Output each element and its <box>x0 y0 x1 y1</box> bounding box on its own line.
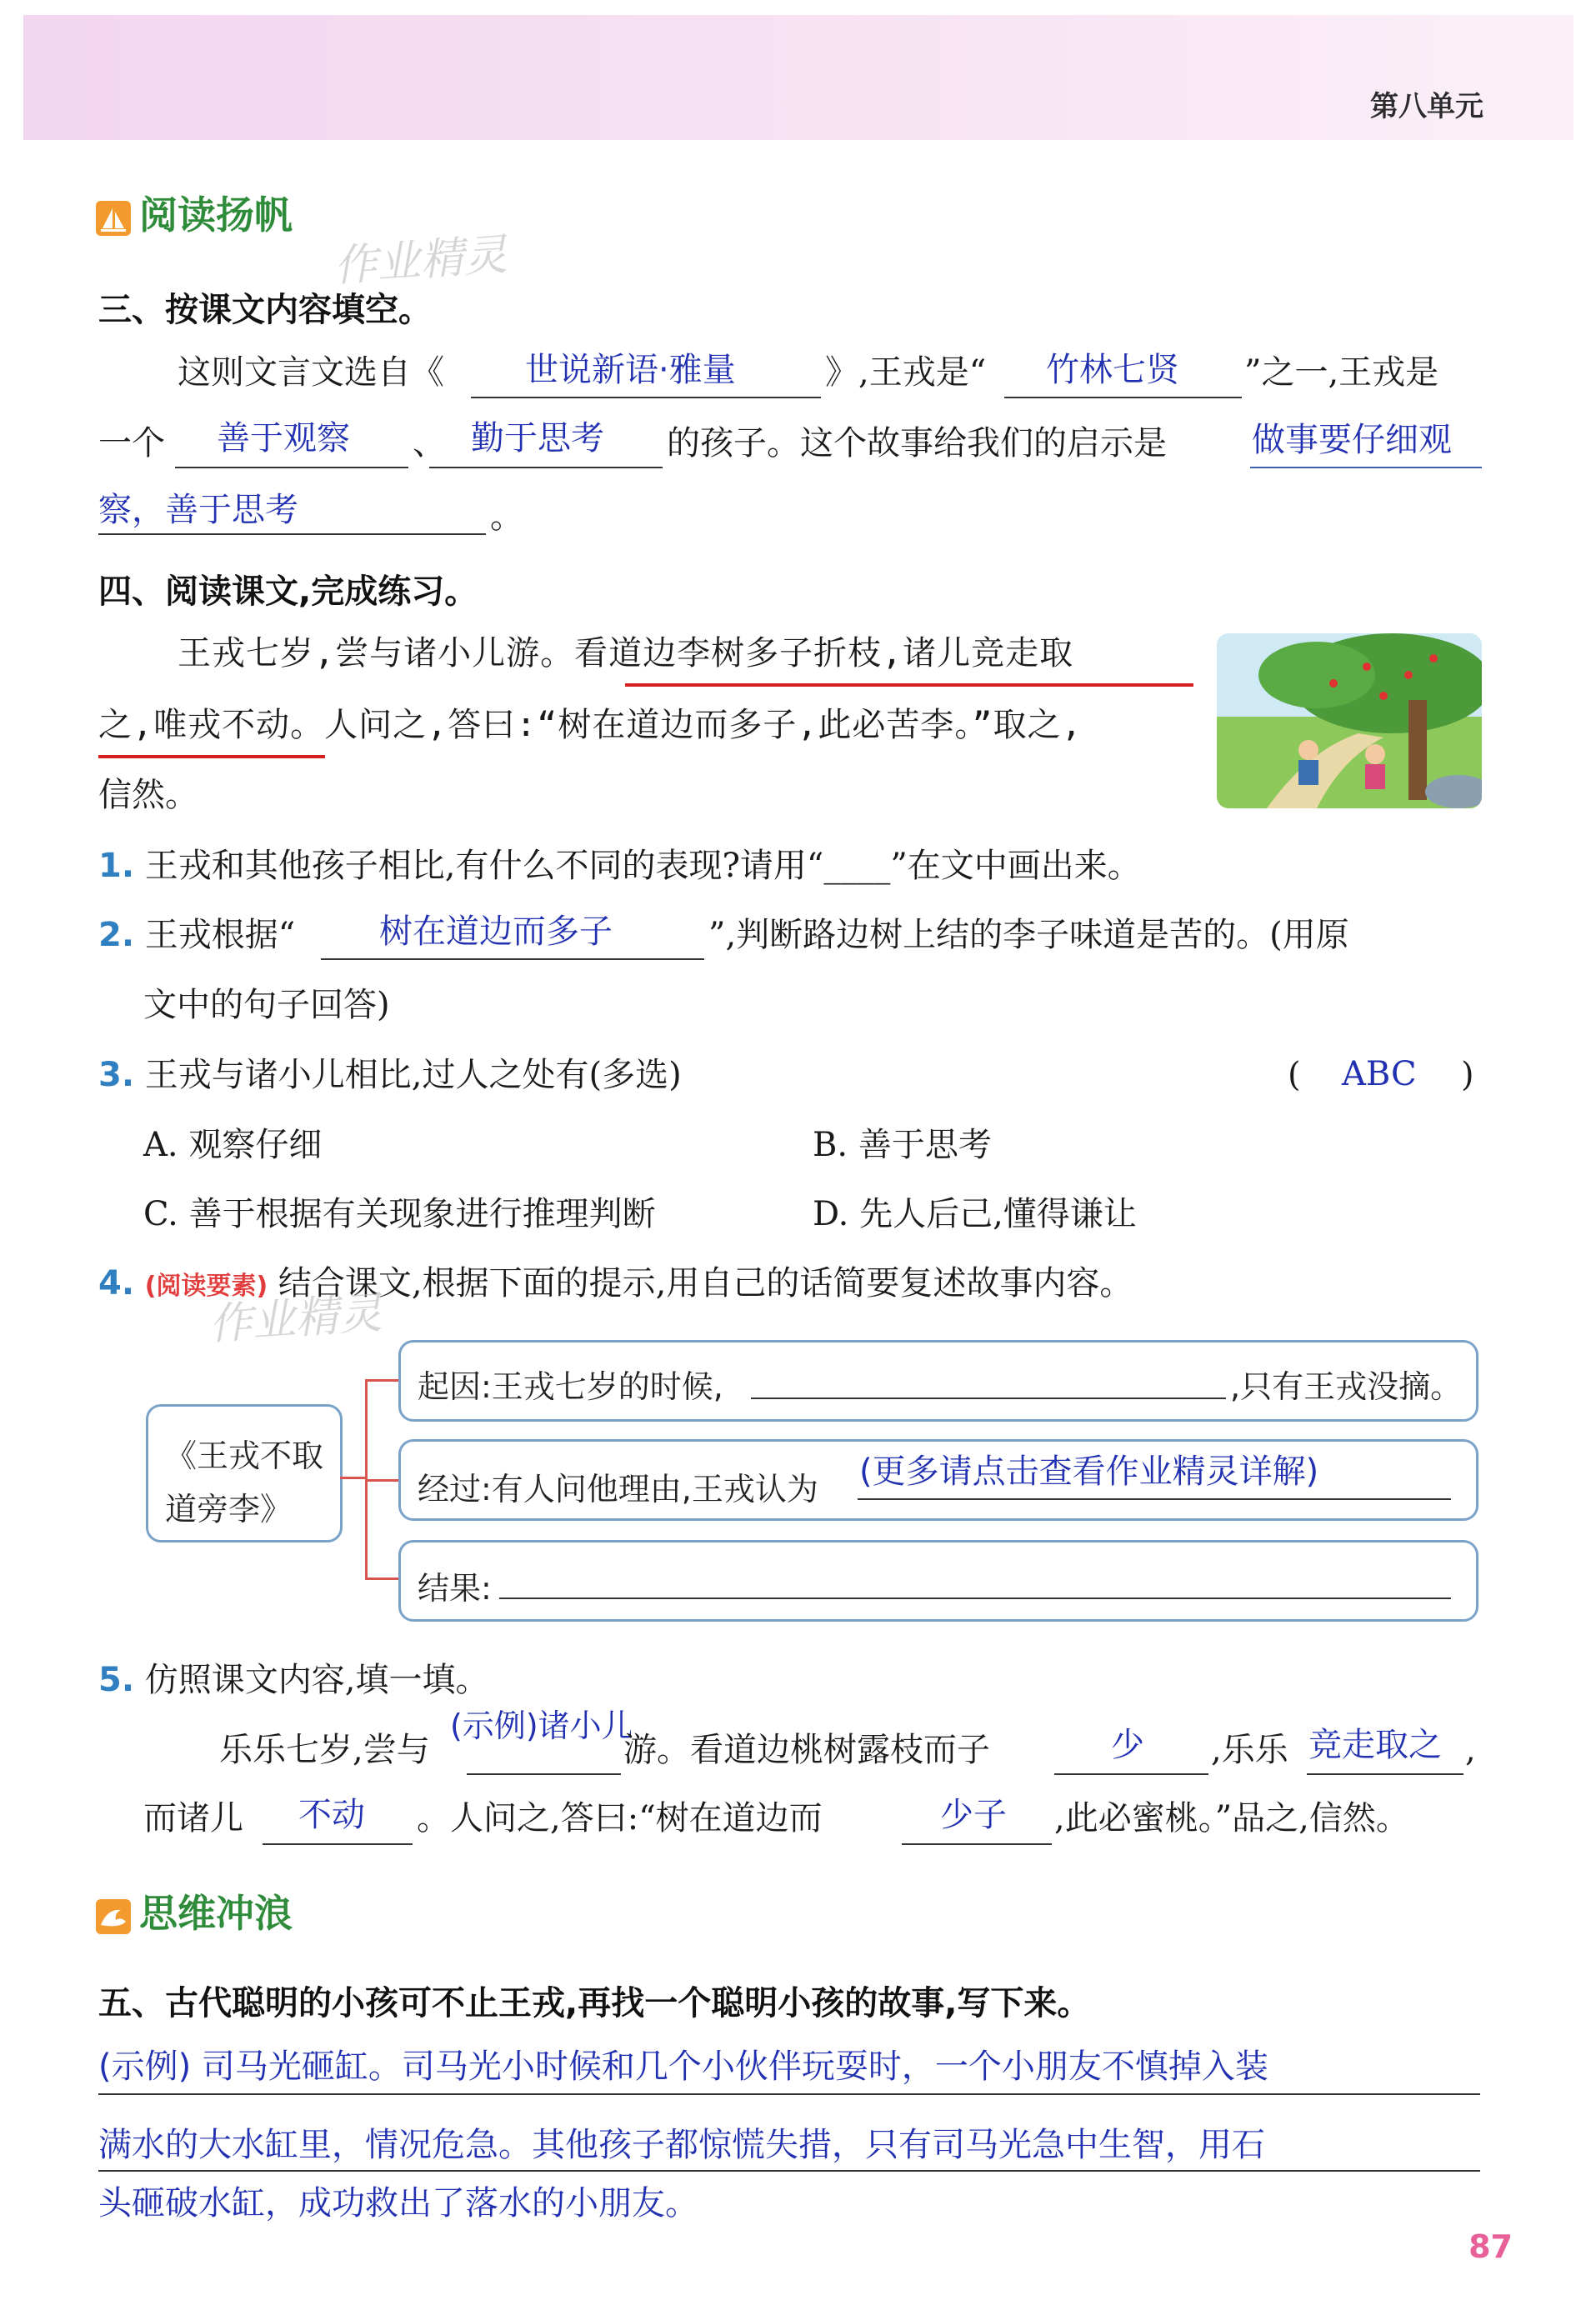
subquestion-number: 2. <box>98 916 135 954</box>
q3-text-1c: ”之一,王戎是 <box>1244 353 1439 392</box>
subquestion-2 <box>98 915 295 955</box>
subquestion-text: 王戎根据“ <box>144 916 296 954</box>
section-heading-reading <box>96 185 293 240</box>
q3-text-2a: 一个 <box>98 424 165 462</box>
answer-lesson-1: 做事要仔细观 <box>1252 421 1452 459</box>
blank-line <box>1054 1773 1208 1775</box>
connector-line <box>365 1379 398 1382</box>
blank-line <box>1250 467 1482 468</box>
question-5-title: 五、古代聪明的小孩可不止王戎,再找一个聪明小孩的故事,写下来。 <box>98 1984 1091 2022</box>
blank-line <box>175 467 408 468</box>
answer-trait-2: 勤于思考 <box>471 419 604 458</box>
subquestion-1 <box>98 846 1141 886</box>
subquestion-number: 4. <box>98 1264 135 1302</box>
q3-text-1a: 这则文言文选自《 <box>178 353 444 392</box>
q3-end: 。 <box>490 498 523 536</box>
story-title-line-1: 《王戎不取 <box>165 1438 324 1474</box>
story-title-line-2: 道旁李》 <box>165 1491 293 1528</box>
connector-line <box>340 1477 365 1479</box>
option-c: C. 善于根据有关现象进行推理判断 <box>143 1195 656 1233</box>
s5-text: 乐乐七岁,尝与 <box>219 1731 430 1769</box>
q3-text-1b: 》,王戎是“ <box>825 353 987 392</box>
subquestion-number: 3. <box>98 1056 135 1094</box>
answer-story-line-1: (示例) 司马光砸缸。司马光小时候和几个小伙伴玩耍时，一个小朋友不慎掉入装 <box>98 2048 1268 2086</box>
option-d: D. 先人后己,懂得谦让 <box>813 1195 1137 1233</box>
answer-book: 世说新语·雅量 <box>525 351 736 389</box>
red-underline <box>98 755 325 758</box>
answer-s5-5: 少子 <box>940 1796 1007 1834</box>
blank-line <box>263 1843 413 1845</box>
passage-line-3: 信然。 <box>98 776 198 814</box>
process-box <box>398 1439 1478 1521</box>
watermark: 作业精灵 <box>207 1288 384 1351</box>
section-title: 阅读扬帆 <box>139 192 293 238</box>
cause-box <box>398 1340 1478 1422</box>
blank-line <box>429 467 663 468</box>
illustration-plum-tree <box>1217 633 1482 808</box>
answer-story-line-2: 满水的大水缸里，情况危急。其他孩子都惊慌失措，只有司马光急中生智，用石 <box>98 2126 1265 2164</box>
answer-choices: ABC <box>1342 1055 1417 1093</box>
process-label: 经过:有人问他理由,王戎认为 <box>418 1471 818 1508</box>
subquestion-text: 文中的句子回答) <box>143 986 390 1024</box>
q3-text-2c: 的孩子。这个故事给我们的启示是 <box>667 424 1167 462</box>
blank-line <box>858 1498 1451 1500</box>
result-label: 结果: <box>418 1570 492 1607</box>
story-title-box <box>146 1404 343 1542</box>
unit-label: 第八单元 <box>1370 90 1483 123</box>
sail-icon <box>96 201 131 236</box>
s5-text: 。人问之,答曰:“树在道边而 <box>417 1799 823 1838</box>
s5-text: 游。看道边桃树露枝而子 <box>623 1731 990 1769</box>
s5-text: ,此必蜜桃。”品之,信然。 <box>1054 1799 1409 1838</box>
blank-line <box>1004 397 1242 398</box>
blank-line <box>321 958 704 960</box>
question-3-title: 三、按课文内容填空。 <box>98 291 432 329</box>
header-banner <box>23 15 1573 140</box>
subquestion-number: 5. <box>98 1661 135 1699</box>
question-4-title: 四、阅读课文,完成练习。 <box>98 572 478 611</box>
subquestion-5 <box>98 1660 488 1700</box>
red-underline <box>625 683 1193 687</box>
blank-line <box>902 1843 1052 1845</box>
blank-line <box>499 1598 1451 1599</box>
s5-text: , <box>1465 1731 1476 1769</box>
subquestion-text: 结合课文,根据下面的提示,用自己的话简要复述故事内容。 <box>278 1264 1133 1302</box>
connector-line <box>365 1578 398 1580</box>
answer-s5-2: 少 <box>1111 1726 1144 1764</box>
answer-trait-1: 善于观察 <box>217 419 350 458</box>
answer-lesson-2: 察，善于思考 <box>98 491 298 529</box>
section-heading-thinking <box>96 1883 293 1938</box>
blank-line <box>98 2093 1480 2095</box>
subquestion-text: 王戎与诸小儿相比,过人之处有(多选) <box>144 1056 682 1094</box>
subquestion-text: 仿照课文内容,填一填。 <box>144 1661 489 1699</box>
q3-text-2b: 、 <box>413 424 446 462</box>
section-title: 思维冲浪 <box>139 1891 293 1936</box>
reading-element-tag: (阅读要素) <box>144 1272 268 1301</box>
blank-line <box>467 1773 621 1775</box>
answer-more-link[interactable]: (更多请点击查看作业精灵详解) <box>859 1452 1319 1491</box>
watermark: 作业精灵 <box>332 229 509 292</box>
answer-story-line-3: 头砸破水缸，成功救出了落水的小朋友。 <box>98 2184 698 2222</box>
blank-line <box>98 2170 1480 2172</box>
page-number: 87 <box>1468 2228 1513 2265</box>
answer-s5-3: 竞走取之 <box>1308 1726 1442 1764</box>
subquestion-number: 1. <box>98 847 135 885</box>
blank-line <box>471 397 821 398</box>
answer-s5-1: (示例)诸小儿 <box>450 1708 633 1744</box>
paren-right: ) <box>1461 1056 1474 1094</box>
blank-line <box>751 1398 1226 1399</box>
answer-group: 竹林七贤 <box>1046 351 1179 389</box>
subquestion-text: ”,判断路边树上结的李子味道是苦的。(用原 <box>708 916 1349 954</box>
wave-icon <box>96 1899 131 1934</box>
blank-line <box>98 533 486 535</box>
result-box <box>398 1540 1478 1622</box>
answer-s5-4: 不动 <box>298 1796 365 1834</box>
cause-label: 起因:王戎七岁的时候, <box>418 1368 723 1405</box>
passage-line-1: 王戎七岁,尝与诸小儿游。看道边李树多子折枝,诸儿竞走取 <box>178 634 1074 672</box>
passage-line-2: 之,唯戎不动。人问之,答曰:“树在道边而多子,此必苦李。”取之, <box>98 706 1083 744</box>
answer-reason: 树在道边而多子 <box>379 912 613 951</box>
s5-text: 而诸儿 <box>143 1799 243 1838</box>
blank-line <box>1307 1773 1463 1775</box>
option-a: A. 观察仔细 <box>143 1126 323 1164</box>
subquestion-3 <box>98 1055 682 1095</box>
paren-left: ( <box>1288 1056 1301 1094</box>
s5-text: ,乐乐 <box>1211 1731 1288 1769</box>
connector-line <box>365 1479 398 1482</box>
subquestion-text: 王戎和其他孩子相比,有什么不同的表现?请用“____”在文中画出来。 <box>144 847 1141 885</box>
option-b: B. 善于思考 <box>813 1126 992 1164</box>
cause-end: ,只有王戎没摘。 <box>1230 1368 1463 1405</box>
